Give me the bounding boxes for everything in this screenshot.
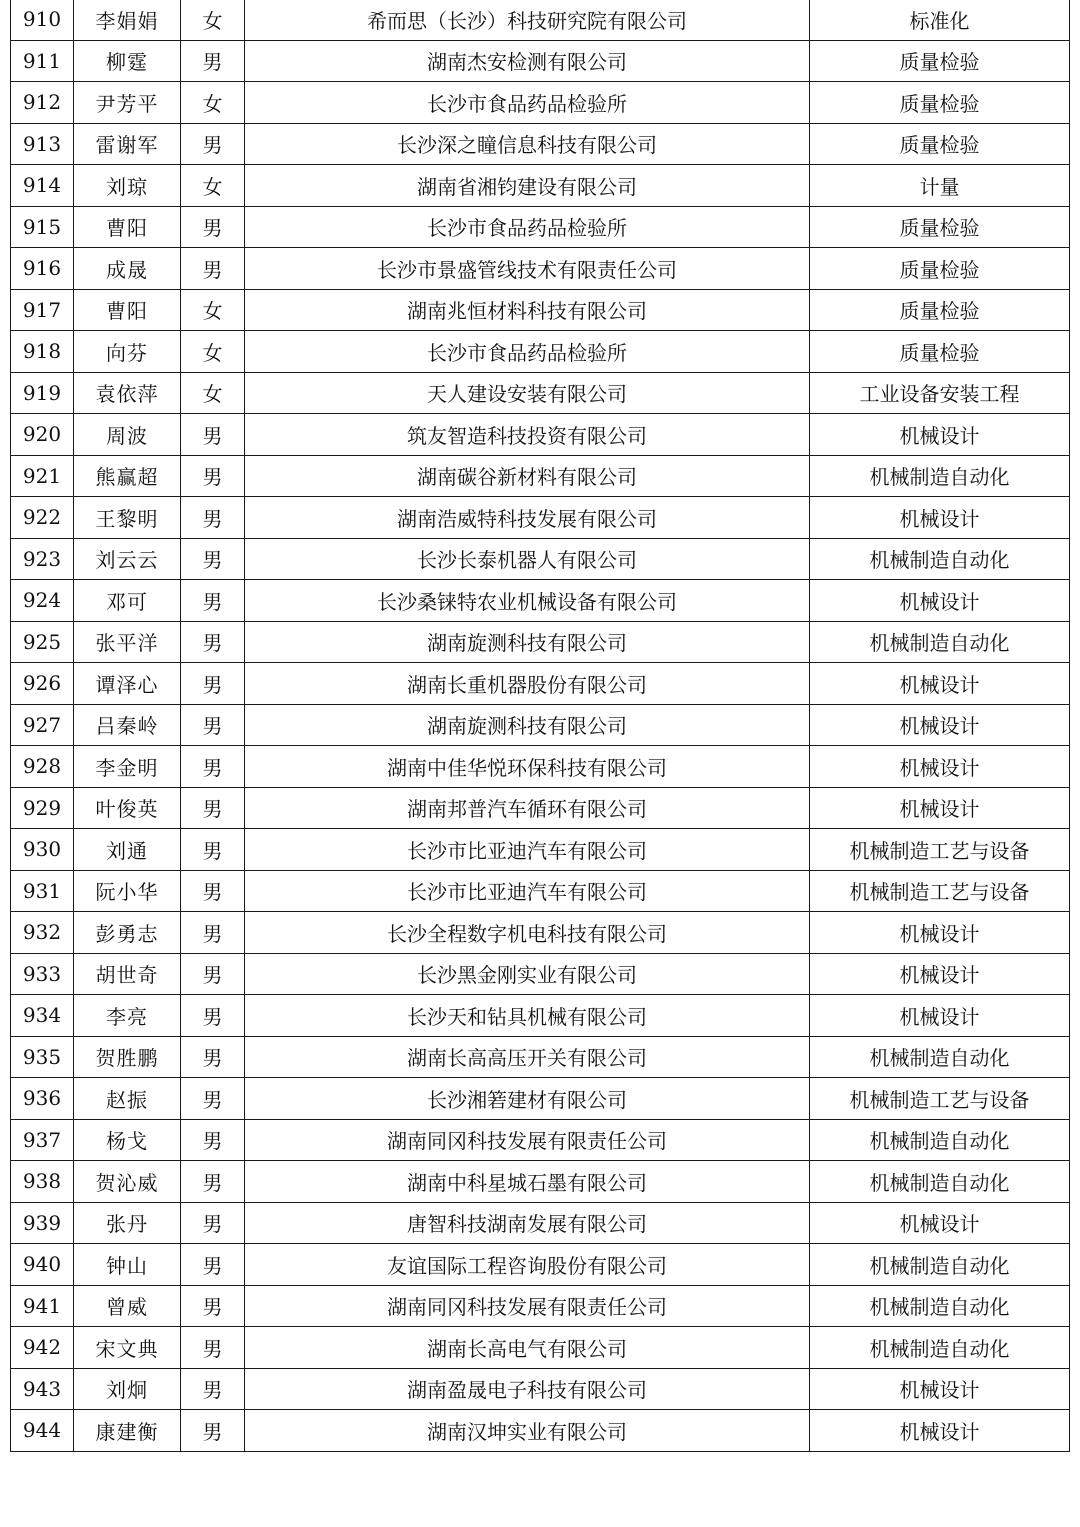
specialty-cell: 机械制造自动化 xyxy=(810,1161,1070,1203)
row-number: 921 xyxy=(11,455,74,497)
person-name: 张平洋 xyxy=(74,621,181,663)
table-row xyxy=(11,331,1070,373)
gender-cell: 男 xyxy=(181,123,245,165)
person-name: 李娟娟 xyxy=(74,0,181,40)
company-cell: 湖南盈晟电子科技有限公司 xyxy=(245,1368,810,1410)
table-row xyxy=(11,580,1070,622)
person-name: 张丹 xyxy=(74,1202,181,1244)
row-number: 944 xyxy=(11,1410,74,1452)
gender-cell: 男 xyxy=(181,704,245,746)
specialty-cell: 机械制造工艺与设备 xyxy=(810,870,1070,912)
gender-cell: 男 xyxy=(181,414,245,456)
gender-cell: 男 xyxy=(181,248,245,290)
company-cell: 湖南长高电气有限公司 xyxy=(245,1327,810,1369)
specialty-cell: 计量 xyxy=(810,165,1070,207)
specialty-cell: 机械设计 xyxy=(810,912,1070,954)
person-name: 胡世奇 xyxy=(74,953,181,995)
row-number: 926 xyxy=(11,663,74,705)
table-row xyxy=(11,1327,1070,1369)
specialty-cell: 标准化 xyxy=(810,0,1070,40)
row-number: 911 xyxy=(11,40,74,82)
gender-cell: 男 xyxy=(181,1161,245,1203)
company-cell: 湖南中佳华悦环保科技有限公司 xyxy=(245,746,810,788)
person-name: 康建衡 xyxy=(74,1410,181,1452)
table-row xyxy=(11,829,1070,871)
specialty-cell: 机械设计 xyxy=(810,953,1070,995)
table-row xyxy=(11,1244,1070,1286)
row-number: 919 xyxy=(11,372,74,414)
specialty-cell: 机械设计 xyxy=(810,1202,1070,1244)
company-cell: 长沙市食品药品检验所 xyxy=(245,331,810,373)
gender-cell: 男 xyxy=(181,580,245,622)
specialty-cell: 质量检验 xyxy=(810,248,1070,290)
company-cell: 长沙市景盛管线技术有限责任公司 xyxy=(245,248,810,290)
gender-cell: 女 xyxy=(181,0,245,40)
gender-cell: 男 xyxy=(181,1327,245,1369)
company-cell: 长沙深之瞳信息科技有限公司 xyxy=(245,123,810,165)
row-number: 913 xyxy=(11,123,74,165)
table-row xyxy=(11,165,1070,207)
person-name: 阮小华 xyxy=(74,870,181,912)
row-number: 914 xyxy=(11,165,74,207)
person-name: 宋文典 xyxy=(74,1327,181,1369)
company-cell: 湖南省湘钧建设有限公司 xyxy=(245,165,810,207)
table-row xyxy=(11,289,1070,331)
row-number: 933 xyxy=(11,953,74,995)
person-name: 彭勇志 xyxy=(74,912,181,954)
person-name: 雷谢军 xyxy=(74,123,181,165)
row-number: 917 xyxy=(11,289,74,331)
row-number: 929 xyxy=(11,787,74,829)
person-name: 李亮 xyxy=(74,995,181,1037)
table-row xyxy=(11,621,1070,663)
specialty-cell: 机械制造自动化 xyxy=(810,1285,1070,1327)
company-cell: 长沙市食品药品检验所 xyxy=(245,206,810,248)
table-row xyxy=(11,912,1070,954)
company-cell: 湖南旋测科技有限公司 xyxy=(245,621,810,663)
company-cell: 希而思（长沙）科技研究院有限公司 xyxy=(245,0,810,40)
person-name: 王黎明 xyxy=(74,497,181,539)
specialty-cell: 机械制造自动化 xyxy=(810,455,1070,497)
gender-cell: 男 xyxy=(181,455,245,497)
specialty-cell: 机械制造自动化 xyxy=(810,1327,1070,1369)
company-cell: 湖南同冈科技发展有限责任公司 xyxy=(245,1119,810,1161)
specialty-cell: 机械设计 xyxy=(810,580,1070,622)
row-number: 920 xyxy=(11,414,74,456)
row-number: 930 xyxy=(11,829,74,871)
company-cell: 唐智科技湖南发展有限公司 xyxy=(245,1202,810,1244)
company-cell: 湖南长高高压开关有限公司 xyxy=(245,1036,810,1078)
gender-cell: 男 xyxy=(181,663,245,705)
gender-cell: 男 xyxy=(181,1244,245,1286)
person-name: 贺胜鹏 xyxy=(74,1036,181,1078)
row-number: 910 xyxy=(11,0,74,40)
company-cell: 湖南汉坤实业有限公司 xyxy=(245,1410,810,1452)
person-name: 谭泽心 xyxy=(74,663,181,705)
company-cell: 筑友智造科技投资有限公司 xyxy=(245,414,810,456)
table-row xyxy=(11,1368,1070,1410)
gender-cell: 男 xyxy=(181,1202,245,1244)
row-number: 938 xyxy=(11,1161,74,1203)
specialty-cell: 机械制造自动化 xyxy=(810,538,1070,580)
company-cell: 长沙天和钻具机械有限公司 xyxy=(245,995,810,1037)
row-number: 925 xyxy=(11,621,74,663)
table-row xyxy=(11,1078,1070,1120)
table-row xyxy=(11,82,1070,124)
specialty-cell: 机械制造自动化 xyxy=(810,621,1070,663)
specialty-cell: 机械设计 xyxy=(810,787,1070,829)
specialty-cell: 质量检验 xyxy=(810,82,1070,124)
roster-table xyxy=(10,0,1070,1452)
company-cell: 长沙桑铼特农业机械设备有限公司 xyxy=(245,580,810,622)
gender-cell: 女 xyxy=(181,372,245,414)
person-name: 贺沁威 xyxy=(74,1161,181,1203)
company-cell: 长沙湘箬建材有限公司 xyxy=(245,1078,810,1120)
table-row xyxy=(11,1161,1070,1203)
person-name: 周波 xyxy=(74,414,181,456)
row-number: 941 xyxy=(11,1285,74,1327)
person-name: 刘琼 xyxy=(74,165,181,207)
table-row xyxy=(11,0,1070,40)
person-name: 杨戈 xyxy=(74,1119,181,1161)
table-row xyxy=(11,1202,1070,1244)
table-row xyxy=(11,123,1070,165)
person-name: 向芬 xyxy=(74,331,181,373)
person-name: 曹阳 xyxy=(74,289,181,331)
specialty-cell: 质量检验 xyxy=(810,123,1070,165)
roster-body xyxy=(11,0,1070,1451)
company-cell: 湖南长重机器股份有限公司 xyxy=(245,663,810,705)
person-name: 尹芳平 xyxy=(74,82,181,124)
gender-cell: 男 xyxy=(181,746,245,788)
table-row xyxy=(11,372,1070,414)
company-cell: 长沙黑金刚实业有限公司 xyxy=(245,953,810,995)
company-cell: 长沙市比亚迪汽车有限公司 xyxy=(245,870,810,912)
table-row xyxy=(11,538,1070,580)
company-cell: 湖南邦普汽车循环有限公司 xyxy=(245,787,810,829)
company-cell: 湖南杰安检测有限公司 xyxy=(245,40,810,82)
table-row xyxy=(11,455,1070,497)
table-row xyxy=(11,497,1070,539)
gender-cell: 男 xyxy=(181,1410,245,1452)
gender-cell: 女 xyxy=(181,331,245,373)
specialty-cell: 质量检验 xyxy=(810,206,1070,248)
gender-cell: 男 xyxy=(181,538,245,580)
table-row xyxy=(11,870,1070,912)
gender-cell: 男 xyxy=(181,497,245,539)
table-row xyxy=(11,248,1070,290)
row-number: 940 xyxy=(11,1244,74,1286)
row-number: 932 xyxy=(11,912,74,954)
company-cell: 长沙长泰机器人有限公司 xyxy=(245,538,810,580)
table-row xyxy=(11,746,1070,788)
gender-cell: 男 xyxy=(181,870,245,912)
table-row xyxy=(11,1285,1070,1327)
company-cell: 长沙全程数字机电科技有限公司 xyxy=(245,912,810,954)
gender-cell: 女 xyxy=(181,165,245,207)
gender-cell: 男 xyxy=(181,1078,245,1120)
company-cell: 天人建设安装有限公司 xyxy=(245,372,810,414)
company-cell: 湖南兆恒材料科技有限公司 xyxy=(245,289,810,331)
table-row xyxy=(11,414,1070,456)
specialty-cell: 机械制造自动化 xyxy=(810,1119,1070,1161)
row-number: 928 xyxy=(11,746,74,788)
person-name: 柳霆 xyxy=(74,40,181,82)
person-name: 熊赢超 xyxy=(74,455,181,497)
gender-cell: 男 xyxy=(181,829,245,871)
person-name: 吕秦岭 xyxy=(74,704,181,746)
person-name: 刘通 xyxy=(74,829,181,871)
row-number: 935 xyxy=(11,1036,74,1078)
row-number: 934 xyxy=(11,995,74,1037)
company-cell: 长沙市比亚迪汽车有限公司 xyxy=(245,829,810,871)
specialty-cell: 机械设计 xyxy=(810,1410,1070,1452)
person-name: 刘云云 xyxy=(74,538,181,580)
company-cell: 湖南同冈科技发展有限责任公司 xyxy=(245,1285,810,1327)
gender-cell: 男 xyxy=(181,1285,245,1327)
table-row xyxy=(11,206,1070,248)
person-name: 曹阳 xyxy=(74,206,181,248)
company-cell: 湖南中科星城石墨有限公司 xyxy=(245,1161,810,1203)
person-name: 叶俊英 xyxy=(74,787,181,829)
gender-cell: 男 xyxy=(181,1368,245,1410)
table-row xyxy=(11,663,1070,705)
gender-cell: 男 xyxy=(181,40,245,82)
person-name: 曾威 xyxy=(74,1285,181,1327)
table-row xyxy=(11,995,1070,1037)
gender-cell: 男 xyxy=(181,621,245,663)
specialty-cell: 工业设备安装工程 xyxy=(810,372,1070,414)
company-cell: 友谊国际工程咨询股份有限公司 xyxy=(245,1244,810,1286)
specialty-cell: 机械设计 xyxy=(810,1368,1070,1410)
specialty-cell: 机械设计 xyxy=(810,995,1070,1037)
table-row xyxy=(11,953,1070,995)
row-number: 915 xyxy=(11,206,74,248)
gender-cell: 男 xyxy=(181,912,245,954)
person-name: 袁依萍 xyxy=(74,372,181,414)
specialty-cell: 机械设计 xyxy=(810,704,1070,746)
person-name: 李金明 xyxy=(74,746,181,788)
table-row xyxy=(11,40,1070,82)
row-number: 942 xyxy=(11,1327,74,1369)
person-name: 邓可 xyxy=(74,580,181,622)
row-number: 912 xyxy=(11,82,74,124)
person-name: 成晟 xyxy=(74,248,181,290)
gender-cell: 女 xyxy=(181,289,245,331)
table-row xyxy=(11,787,1070,829)
specialty-cell: 机械设计 xyxy=(810,746,1070,788)
row-number: 937 xyxy=(11,1119,74,1161)
company-cell: 湖南旋测科技有限公司 xyxy=(245,704,810,746)
row-number: 939 xyxy=(11,1202,74,1244)
row-number: 943 xyxy=(11,1368,74,1410)
specialty-cell: 机械设计 xyxy=(810,663,1070,705)
specialty-cell: 机械设计 xyxy=(810,414,1070,456)
specialty-cell: 机械制造自动化 xyxy=(810,1244,1070,1286)
person-name: 刘炯 xyxy=(74,1368,181,1410)
company-cell: 长沙市食品药品检验所 xyxy=(245,82,810,124)
row-number: 916 xyxy=(11,248,74,290)
row-number: 923 xyxy=(11,538,74,580)
gender-cell: 女 xyxy=(181,82,245,124)
gender-cell: 男 xyxy=(181,206,245,248)
specialty-cell: 机械设计 xyxy=(810,497,1070,539)
row-number: 931 xyxy=(11,870,74,912)
specialty-cell: 质量检验 xyxy=(810,40,1070,82)
specialty-cell: 机械制造工艺与设备 xyxy=(810,829,1070,871)
row-number: 924 xyxy=(11,580,74,622)
table-row xyxy=(11,1119,1070,1161)
table-row xyxy=(11,704,1070,746)
company-cell: 湖南碳谷新材料有限公司 xyxy=(245,455,810,497)
gender-cell: 男 xyxy=(181,1036,245,1078)
row-number: 927 xyxy=(11,704,74,746)
company-cell: 湖南浩威特科技发展有限公司 xyxy=(245,497,810,539)
specialty-cell: 质量检验 xyxy=(810,331,1070,373)
specialty-cell: 机械制造自动化 xyxy=(810,1036,1070,1078)
row-number: 918 xyxy=(11,331,74,373)
person-name: 赵振 xyxy=(74,1078,181,1120)
row-number: 922 xyxy=(11,497,74,539)
row-number: 936 xyxy=(11,1078,74,1120)
gender-cell: 男 xyxy=(181,787,245,829)
table-row xyxy=(11,1036,1070,1078)
table-row xyxy=(11,1410,1070,1452)
specialty-cell: 机械制造工艺与设备 xyxy=(810,1078,1070,1120)
gender-cell: 男 xyxy=(181,995,245,1037)
person-name: 钟山 xyxy=(74,1244,181,1286)
gender-cell: 男 xyxy=(181,953,245,995)
specialty-cell: 质量检验 xyxy=(810,289,1070,331)
gender-cell: 男 xyxy=(181,1119,245,1161)
